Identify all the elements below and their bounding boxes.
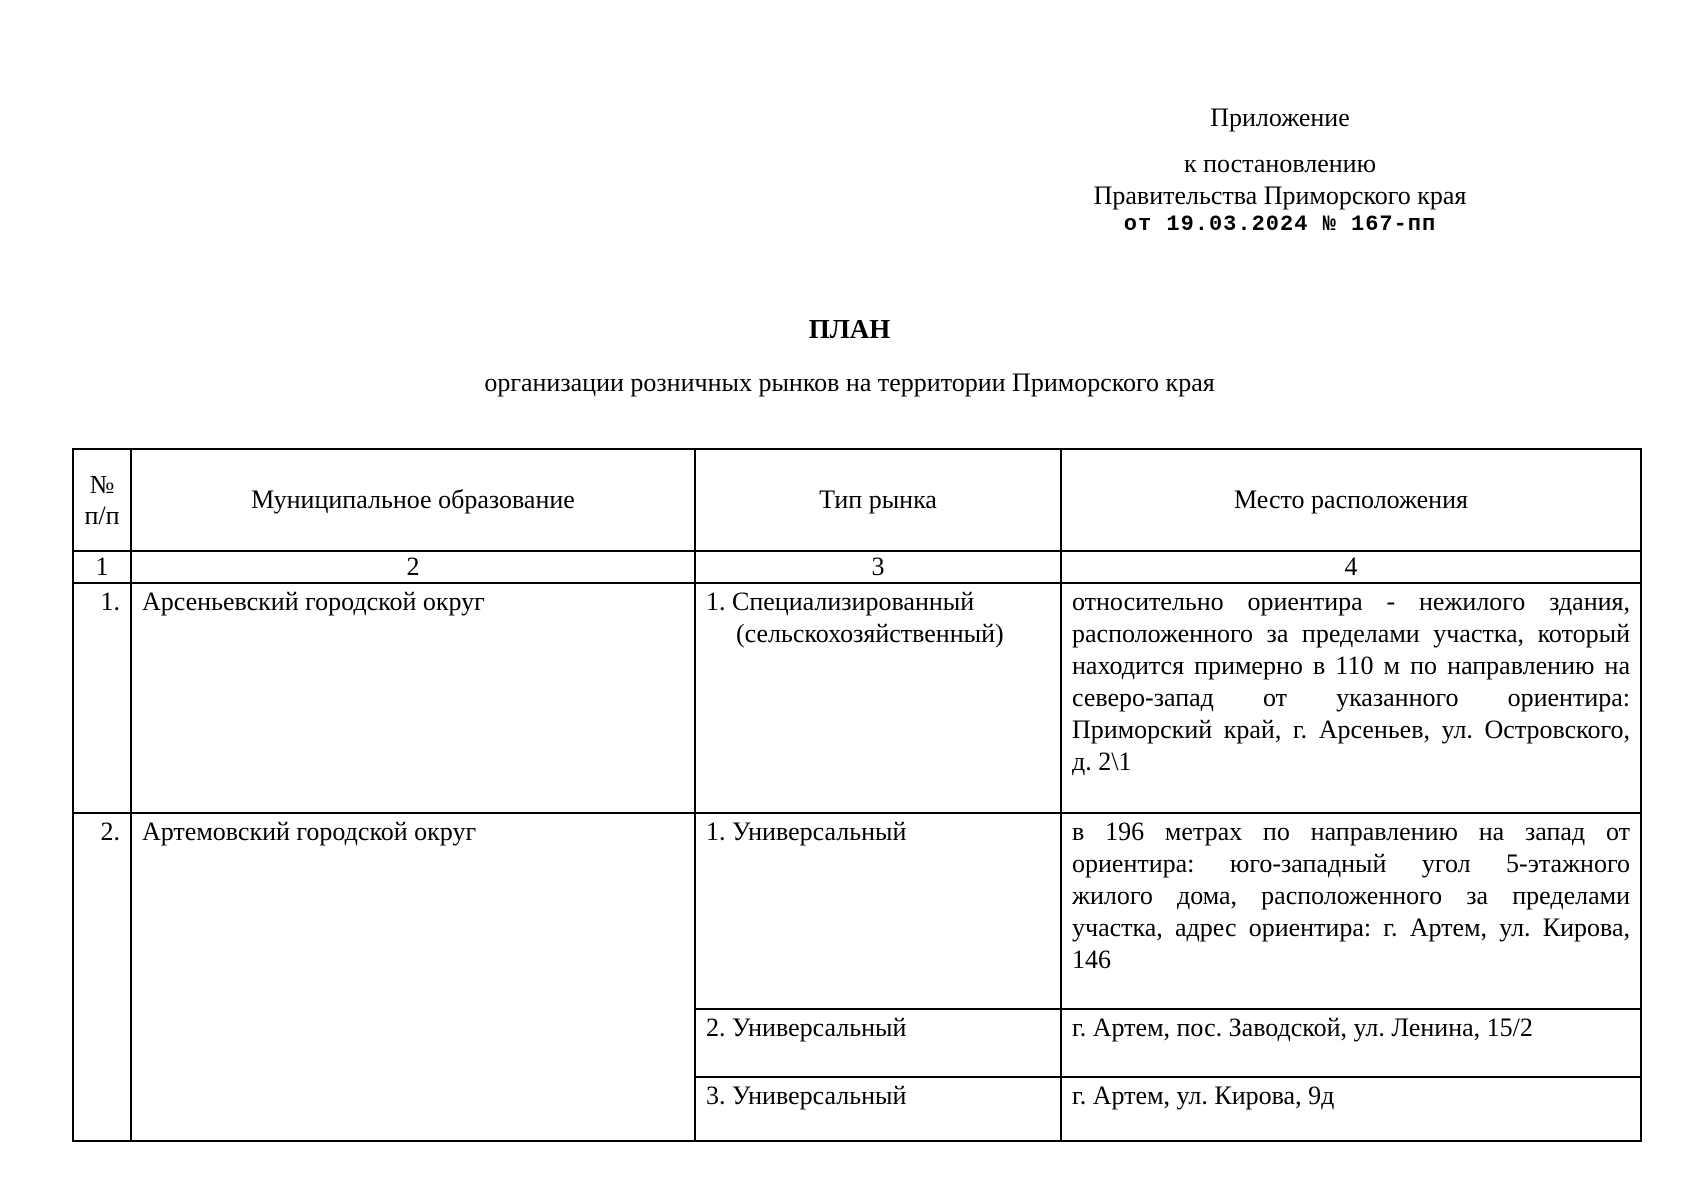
municipality-cell: Артемовский городской округ <box>131 813 695 1141</box>
column-number-row <box>73 551 1641 583</box>
appendix-title: Приложение <box>1210 103 1350 132</box>
column-number: 1 <box>73 551 131 583</box>
row-number: 1. <box>73 583 131 813</box>
document-subtitle: организации розничных рынков на территории Приморского края <box>484 368 1215 397</box>
appendix-org: Правительства Приморского края <box>1093 181 1467 210</box>
market-type-line2: (сельскохозяйственный) <box>736 619 1004 648</box>
municipality-cell: Арсеньевский городской округ <box>131 583 695 813</box>
market-type-cell: 1. Универсальный <box>695 813 1061 1009</box>
market-type-line1: 1. Специализированный <box>706 587 975 616</box>
markets-plan-table <box>72 448 1642 1142</box>
document-title: ПЛАН <box>808 314 891 344</box>
appendix-block <box>1060 102 1500 238</box>
column-number: 2 <box>131 551 695 583</box>
location-cell: г. Артем, пос. Заводской, ул. Ленина, 15/2 <box>1061 1009 1641 1077</box>
market-type-cell: 3. Универсальный <box>695 1077 1061 1141</box>
location-cell: в 196 метрах по направлению на запад от ориентира: юго-западный угол 5-этажного жилого дома, расположенного за пределами участка, адрес ориентира: г. Артем, ул. Кирова, 146 <box>1061 813 1641 1009</box>
location-cell: относительно ориентира - нежилого здания, расположенного за пределами участка, который находится примерно в 110 м по направлению на северо-запад от указанного ориентира: Приморский край, г. Арсеньев, ул. Островского, д. 2\1 <box>1061 583 1641 813</box>
header-no: № п/п <box>73 449 131 551</box>
column-number: 3 <box>695 551 1061 583</box>
row-number: 2. <box>73 813 131 1141</box>
column-number: 4 <box>1061 551 1641 583</box>
appendix-gap <box>1060 134 1500 148</box>
table-header-row <box>73 449 1641 551</box>
table-row <box>73 813 1641 1009</box>
header-location: Место расположения <box>1061 449 1641 551</box>
appendix-stamp: от 19.03.2024 № 167-пп <box>1123 212 1437 237</box>
appendix-to: к постановлению <box>1183 149 1377 178</box>
header-municipality: Муниципальное образование <box>131 449 695 551</box>
market-type-cell <box>695 583 1061 813</box>
header-type: Тип рынка <box>695 449 1061 551</box>
table-row <box>73 583 1641 813</box>
location-cell: г. Артем, ул. Кирова, 9д <box>1061 1077 1641 1141</box>
market-type-cell: 2. Универсальный <box>695 1009 1061 1077</box>
